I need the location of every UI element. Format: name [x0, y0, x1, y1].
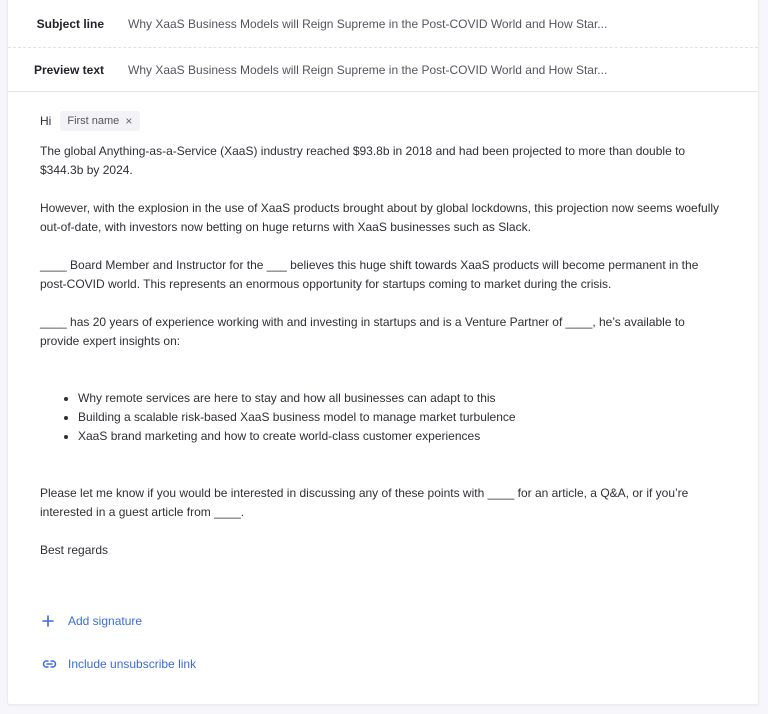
email-body-editor[interactable] [8, 92, 758, 560]
include-unsubscribe-link-button[interactable] [42, 654, 196, 674]
close-icon[interactable]: × [125, 113, 133, 128]
greeting-line [40, 109, 726, 133]
plus-icon [42, 615, 62, 627]
body-paragraph: ____ Board Member and Instructor for the ___ believes this huge shift towards XaaS products will become permanent in the post-COVID world. This represents an enormous opportunity for startups coming to market during the crisis. [40, 258, 699, 291]
email-editor-card [7, 0, 759, 705]
body-paragraph: ____ has 20 years of experience working with and investing in startups and is a Venture Partner of ____, he’s available to provide expert insights on: [40, 315, 685, 348]
list-item: • Why remote services are here to stay and how all businesses can adapt to this [78, 389, 726, 408]
list-item: • XaaS brand marketing and how to create world-class customer experiences [78, 427, 726, 446]
list-item: • Building a scalable risk-based XaaS business model to manage market turbulence [78, 408, 726, 427]
greeting-text: Hi [40, 113, 52, 128]
footer-actions [42, 611, 196, 674]
add-signature-label: Add signature [68, 614, 143, 628]
subject-line-label: Subject line [36, 17, 104, 31]
preview-text-value[interactable]: Why XaaS Business Models will Reign Supreme in the Post-COVID World and How Star... [128, 62, 608, 77]
insights-list-wrapper [40, 389, 726, 446]
body-paragraph: The global Anything-as-a-Service (XaaS) industry reached $93.8b in 2018 and had been projected to more than double to $344.3b by 2024. [40, 144, 686, 177]
preview-text-label: Preview text [33, 62, 104, 77]
merge-tag-first-name[interactable] [60, 111, 140, 131]
subject-line-value[interactable]: Why XaaS Business Models will Reign Supreme in the Post-COVID World and How Star... [128, 17, 608, 31]
add-signature-button[interactable] [42, 611, 196, 631]
link-icon [42, 659, 62, 669]
merge-tag-label: First name [67, 114, 120, 127]
insights-list [40, 389, 726, 446]
include-unsubscribe-link-label: Include unsubscribe link [68, 657, 197, 671]
sign-off: Best regards [40, 543, 109, 557]
body-paragraph: However, with the explosion in the use of XaaS products brought about by global lockdowns, this projection now seems woefully out-of-date, with investors now betting on huge returns with XaaS businesses such as Slack. [40, 201, 720, 234]
preview-text-row[interactable] [8, 48, 758, 92]
subject-line-row[interactable] [8, 0, 758, 48]
closing-paragraph: Please let me know if you would be interested in discussing any of these points with ____ for an article, a Q&A, or if you’re interested in a guest article from ____. [40, 486, 689, 519]
